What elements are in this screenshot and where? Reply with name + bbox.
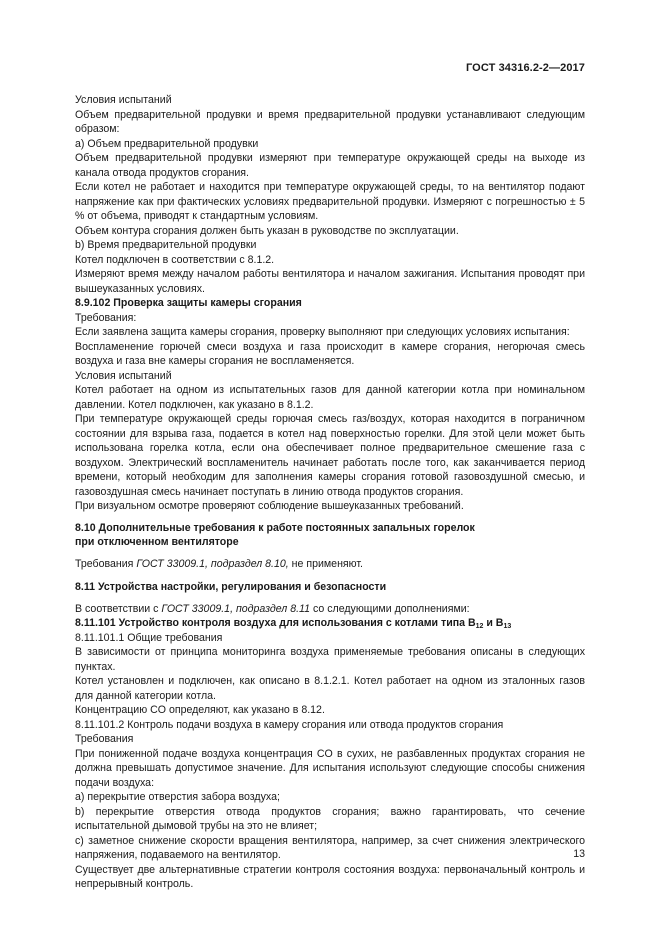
paragraph: Котел установлен и подключен, как описано в 8.1.2.1. Котел работает на одном из эталонных газов для данной категории котла. [75, 675, 585, 702]
paragraph: b) Время предварительной продувки [75, 239, 257, 251]
paragraph: а) перекрытие отверстия забора воздуха; [75, 791, 280, 803]
paragraph: Объем предварительной продувки измеряют при температуре окружающей среды на выходе из канала отвода продуктов сгорания. [75, 152, 585, 179]
paragraph: При визуальном осмотре проверяют соблюдение вышеуказанных требований. [75, 500, 464, 512]
subscript: 13 [503, 623, 512, 630]
paragraph: Измеряют время между началом работы вентилятора и началом зажигания. Испытания проводят при вышеуказанных условиях. [75, 268, 585, 295]
paragraph: В зависимости от принципа мониторинга воздуха применяемые требования описаны в следующих пунктах. [75, 646, 585, 673]
text-run: 8.11.101 Устройство контроля воздуха для использования с котлами типа B [75, 617, 476, 629]
page-number: 13 [573, 848, 585, 860]
standard-reference: ГОСТ 33009.1, подраздел 8.11 [161, 602, 311, 615]
paragraph: Воспламенение горючей смеси воздуха и газа происходит в камере сгорания, негорючая смесь воздуха и газа вне камеры сгорания не воспламеняется. [75, 340, 585, 367]
standard-header: ГОСТ 34316.2-2—2017 [465, 62, 585, 74]
text-run: В соответствии с [75, 602, 162, 615]
section-heading-8-11-101 [75, 616, 585, 631]
paragraph: с) заметное снижение скорости вращения вентилятора, например, за счет снижения электрического напряжения, подаваемого на вентилятор. [75, 834, 585, 861]
paragraph: Объем контура сгорания должен быть указан в руководстве по эксплуатации. [75, 224, 459, 237]
paragraph: а) Объем предварительной продувки [75, 137, 259, 150]
section-heading-8-11: 8.11 Устройства настройки, регулирования и безопасности [75, 581, 387, 593]
paragraph: 8.11.101.2 Контроль подачи воздуха в камеру сгорания или отвода продуктов сгорания [75, 718, 504, 731]
paragraph: Концентрацию CO определяют, как указано в 8.12. [75, 704, 325, 716]
text-run: со следующими дополнениями: [310, 602, 470, 615]
paragraph: Если котел не работает и находится при температуре окружающей среды, то на вентилятор подают напряжение как при фактических условиях предварительной продувки. Измеряют с погрешностью ± 5 % от объема, приводят к стандартным условиям. [75, 181, 585, 222]
paragraph [75, 557, 585, 572]
text-run: и B [483, 617, 504, 629]
section-heading-8-9-102: 8.9.102 Проверка защиты камеры сгорания [75, 297, 302, 309]
paragraph: Требования: [75, 311, 137, 324]
paragraph: При температуре окружающей среды горючая смесь газ/воздух, которая находится в пограничном состоянии для взрыва газа, подается в котел над поверхностью горелки. Для этой цели может быть использована горелка котла, если она обеспечивает полное предварительное смешение газа с воздухом. Электрический воспламенитель начинает работать после того, как заканчивается период времени, который необходим для заполнения камеры сгорания готовой газовоздушной смесью, и газовоздушная смесь начинает поступать в линию отвода продуктов сгорания. [75, 413, 585, 498]
paragraph [75, 602, 585, 617]
subscript: 12 [475, 623, 484, 630]
standard-reference: ГОСТ 33009.1, подраздел 8.10, [136, 557, 289, 570]
paragraph: b) перекрытие отверстия отвода продуктов сгорания; важно гарантировать, что сечение испытательной дымовой трубы на это не влияет; [75, 805, 585, 832]
paragraph: Котел работает на одном из испытательных газов для данной категории котла при номинальном давлении. Котел подключен, как указано в 8.1.2. [75, 384, 585, 411]
paragraph: Требования [75, 733, 134, 745]
paragraph: Объем предварительной продувки и время предварительной продувки устанавливают следующим образом: [75, 108, 585, 135]
paragraph: Существует две альтернативные стратегии контроля состояния воздуха: первоначальный контроль и непрерывный контроль. [75, 863, 585, 890]
paragraph: Условия испытаний [75, 369, 172, 382]
text-run: Требования [75, 557, 137, 570]
section-heading-8-10-line1: 8.10 Дополнительные требования к работе постоянных запальных горелок [75, 521, 475, 534]
paragraph: Если заявлена защита камеры сгорания, проверку выполняют при следующих условиях испытания: [75, 326, 570, 338]
paragraph: Условия испытаний [75, 94, 172, 106]
page-body [75, 93, 585, 892]
paragraph: 8.11.101.1 Общие требования [75, 631, 223, 644]
paragraph: При пониженной подаче воздуха концентрация CO в сухих, не разбавленных продуктах сгорания не должна превышать допустимое значение. Для испытания используют следующие способы снижения подачи воздуха: [75, 747, 585, 789]
paragraph: Котел подключен в соответствии с 8.1.2. [75, 253, 275, 266]
section-heading-8-10 [75, 521, 585, 550]
section-heading-8-10-line2: при отключенном вентиляторе [75, 536, 239, 548]
text-run: не применяют. [288, 557, 363, 570]
